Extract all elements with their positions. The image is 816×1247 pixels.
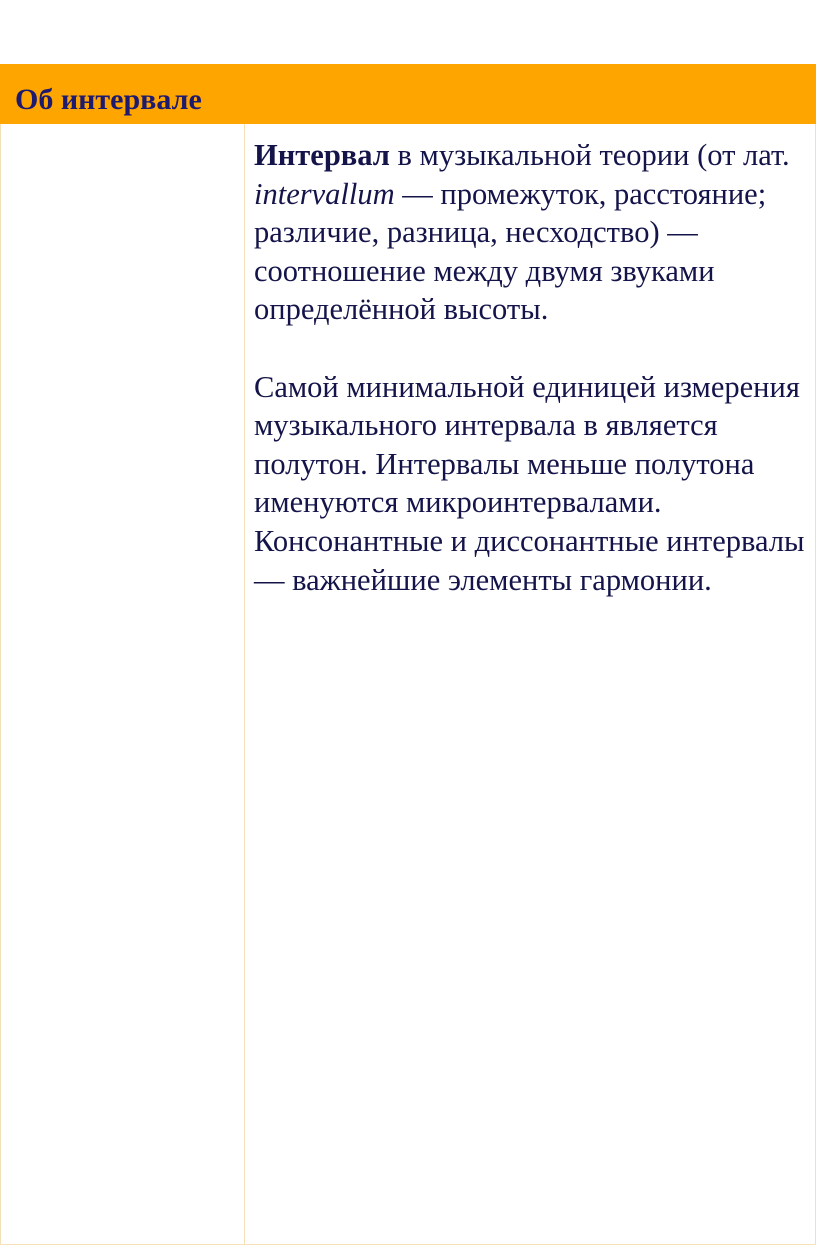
definition-paragraph bbox=[254, 136, 809, 329]
content-text bbox=[254, 136, 809, 599]
right-column-cell bbox=[244, 124, 816, 1245]
header-bar bbox=[0, 64, 816, 124]
term-interval: Интервал bbox=[254, 138, 390, 172]
definition-text-part1: в музыкальной теории (от лат. bbox=[389, 138, 790, 172]
latin-term: intervallum bbox=[254, 176, 395, 211]
definition-text-part2: — промежуток, расстояние; различие, разница, несходство) — соотношение между двумя звуками определённой высоты. bbox=[254, 176, 767, 327]
semitone-paragraph: Самой минимальной единицей измерения музыкального интервала в является полутон. Интервалы меньше полутона именуются микроинтервалами. Консонантные и диссонантные интервалы — важнейшие элементы гармонии. bbox=[254, 369, 805, 597]
page-title: Об интервале bbox=[15, 83, 202, 116]
left-column-cell bbox=[0, 124, 245, 1245]
